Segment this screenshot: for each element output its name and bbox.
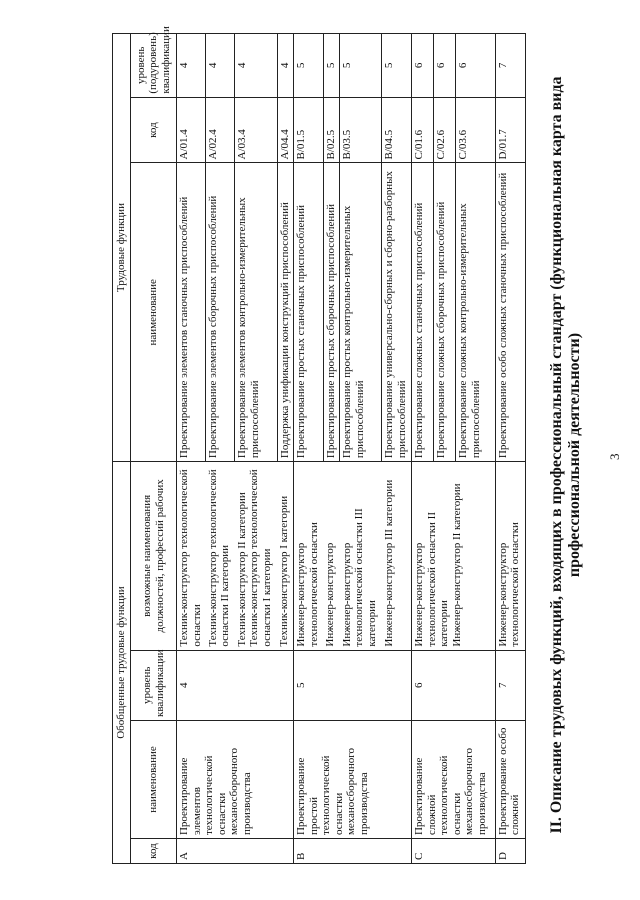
labor-function-level: 7	[495, 34, 525, 98]
position-item	[235, 462, 277, 650]
position-item: Техник-конструктор I категории	[277, 462, 294, 650]
position-list	[412, 462, 495, 650]
labor-function-name: Проектирование сложных контрольно-измерительных приспособлений	[456, 163, 496, 462]
labor-function-level: 6	[412, 34, 434, 98]
group-code: B	[294, 839, 412, 864]
labor-function-code: C/03.6	[456, 97, 496, 163]
section-title-line-2: профессиональной деятельности)	[566, 332, 583, 578]
header-code: код	[131, 839, 177, 864]
table-row	[495, 34, 525, 864]
position-item: Инженер-конструктор технологической оснастки II категории	[413, 511, 451, 647]
labor-function-name: Проектирование элементов станочных приспособлений	[177, 163, 206, 462]
group-level: 6	[412, 650, 495, 720]
section-title-line-1: II. Описание трудовых функций, входящих в профессиональный стандарт (функциональная карта вида	[548, 76, 565, 834]
group-name: Проектирование простой технологической оснастки механосборочного производства	[294, 720, 412, 838]
labor-function-name: Проектирование особо сложных станочных приспособлений	[495, 163, 525, 462]
functional-map-table	[112, 26, 526, 864]
position-line: Техник-конструктор технологической оснастки I категории	[248, 469, 273, 647]
position-item: Инженер-конструктор технологической оснастки	[294, 462, 323, 650]
labor-function-code: C/01.6	[412, 97, 434, 163]
group-level: 4	[177, 650, 294, 720]
header-name: наименование	[131, 720, 177, 838]
labor-function-code: C/02.6	[434, 97, 456, 163]
position-item: Инженер-конструктор II категории	[450, 483, 463, 647]
labor-function-level: 4	[206, 34, 235, 98]
labor-function-level: 6	[456, 34, 496, 98]
labor-function-code: A/04.4	[277, 97, 294, 163]
labor-function-name: Проектирование универсально-сборных и сборно-разборных приспособлений	[382, 163, 412, 462]
group-code: C	[412, 839, 495, 864]
position-item: Инженер-конструктор технологической оснастки	[495, 462, 525, 650]
labor-function-level: 5	[340, 34, 382, 98]
labor-function-name: Поддержка унификации конструкций приспособлений	[277, 163, 294, 462]
labor-function-code: B/02.5	[323, 97, 340, 163]
header-tf-code: код	[131, 97, 177, 163]
position-item: Инженер-конструктор	[323, 462, 340, 650]
group-code: A	[177, 839, 294, 864]
labor-function-code: A/02.4	[206, 97, 235, 163]
position-item: Инженер-конструктор III категории	[382, 462, 412, 650]
position-line: Техник-конструктор II категории	[235, 492, 248, 647]
table-row	[177, 34, 206, 864]
labor-function-level: 4	[277, 34, 294, 98]
labor-function-code: B/04.5	[382, 97, 412, 163]
group-name: Проектирование особо сложной	[495, 720, 525, 838]
labor-function-level: 6	[434, 34, 456, 98]
group-name: Проектирование сложной технологической оснастки механосборочного производства	[412, 720, 495, 838]
section-title	[548, 40, 584, 870]
position-item: Техник-конструктор технологической оснастки II категории	[206, 462, 235, 650]
labor-function-name: Проектирование простых контрольно-измерительных приспособлений	[340, 163, 382, 462]
group-level: 5	[294, 650, 412, 720]
labor-function-name: Проектирование простых сборочных приспособлений	[323, 163, 340, 462]
labor-function-name: Проектирование элементов контрольно-измерительных приспособлений	[235, 163, 277, 462]
group-level: 7	[495, 650, 525, 720]
labor-function-name: Проектирование сложных станочных приспособлений	[412, 163, 434, 462]
group-name: Проектирование элементов технологической оснастки механосборочного производства	[177, 720, 294, 838]
labor-function-level: 5	[382, 34, 412, 98]
labor-function-name: Проектирование сложных сборочных приспособлений	[434, 163, 456, 462]
labor-function-code: D/01.7	[495, 97, 525, 163]
position-item: Инженер-конструктор технологической оснастки III категории	[340, 462, 382, 650]
table-row	[412, 34, 434, 864]
position-item: Техник-конструктор технологической оснастки	[177, 462, 206, 650]
table-row	[294, 34, 323, 864]
labor-function-code: A/01.4	[177, 97, 206, 163]
labor-function-code: B/03.5	[340, 97, 382, 163]
header-level: уровень квалификации	[131, 650, 177, 720]
labor-function-level: 5	[294, 34, 323, 98]
labor-function-level: 4	[235, 34, 277, 98]
header-labor-functions: Трудовые функции	[113, 34, 131, 462]
labor-function-code: A/03.4	[235, 97, 277, 163]
labor-function-level: 5	[323, 34, 340, 98]
labor-function-name: Проектирование элементов сборочных приспособлений	[206, 163, 235, 462]
header-tf-level: уровень (подуровень) квалификации	[131, 34, 177, 98]
group-code: D	[495, 839, 525, 864]
page-number: 3	[607, 453, 622, 460]
labor-function-level: 4	[177, 34, 206, 98]
labor-function-code: B/01.5	[294, 97, 323, 163]
header-tf-name: наименование	[131, 163, 177, 462]
labor-function-name: Проектирование простых станочных приспособлений	[294, 163, 323, 462]
header-generalized-functions: Обобщенные трудовые функции	[113, 462, 131, 864]
header-positions: возможные наименования должностей, профессий рабочих	[131, 462, 177, 650]
